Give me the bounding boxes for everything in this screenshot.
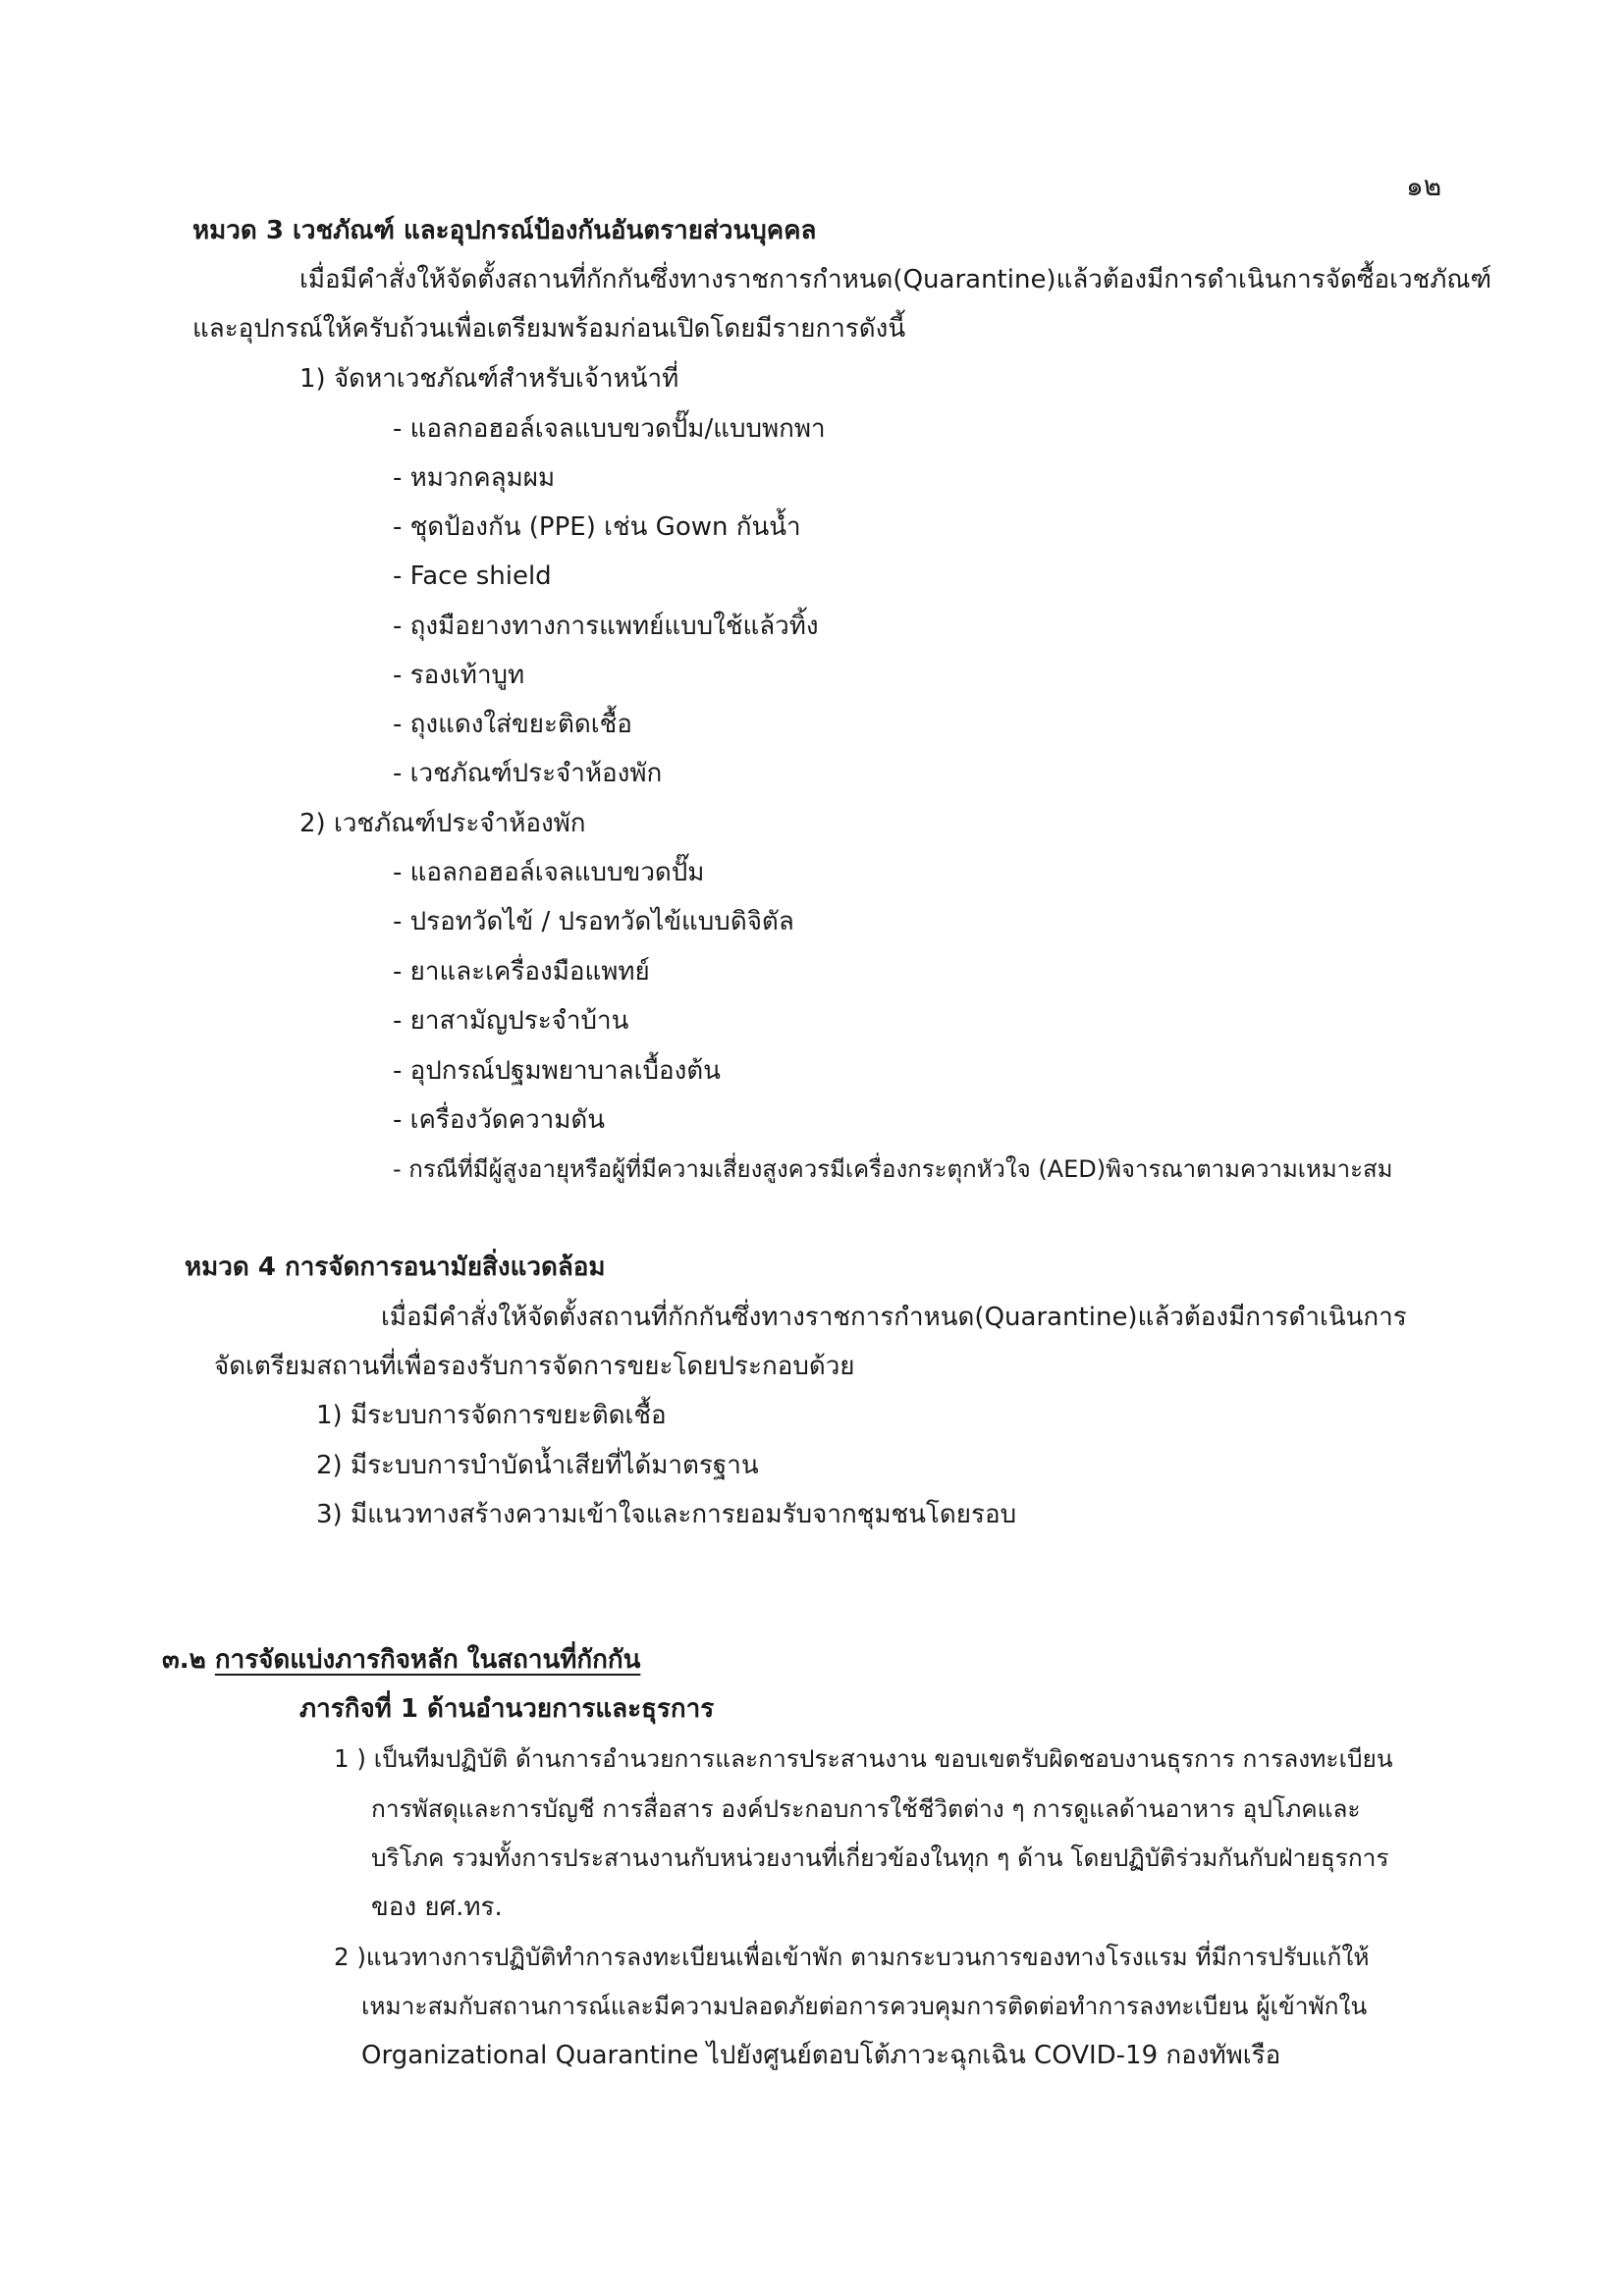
section32-title: การจัดแบ่งภารกิจหลัก ในสถานที่กักกัน [214,1645,641,1675]
section4-intro-line1: เมื่อมีคำสั่งให้จัดตั้งสถานที่กักกันซึ่งทางราชการกำหนด(Quarantine)แล้วต้องมีการดำเนินการ [381,1303,1407,1332]
list-item: - Face shield [393,561,552,591]
mission1-item1-line: บริโภค รวมทั้งการประสานงานกับหน่วยงานที่เกี่ยวข้องในทุก ๆ ด้าน โดยปฏิบัติร่วมกันกับฝ่ายธุรการ [371,1843,1389,1872]
mission1-item1-line: ของ ยศ.ทร. [371,1893,503,1922]
list-item: - ปรอทวัดไข้ / ปรอทวัดไข้แบบดิจิตัล [393,907,794,936]
list-item: - รองเท้าบูท [393,661,525,690]
list-item: - ยาและเครื่องมือแพทย์ [393,957,650,987]
page-number: ๑๒ [1406,170,1442,202]
section4-intro-line2: จัดเตรียมสถานที่เพื่อรองรับการจัดการขยะโดยประกอบด้วย [214,1352,855,1381]
mission1-heading: ภารกิจที่ 1 ด้านอำนวยการและธุรการ [299,1694,715,1724]
mission1-item2-line: Organizational Quarantine ไปยังศูนย์ตอบโต้ภาวะฉุกเฉิน COVID-19 กองทัพเรือ [361,2041,1281,2070]
list-item: - อุปกรณ์ปฐมพยาบาลเบื้องต้น [393,1056,721,1086]
list-item: 2) มีระบบการบำบัดน้ำเสียที่ได้มาตรฐาน [316,1451,759,1480]
list-item: - ถุงมือยางทางการแพทย์แบบใช้แล้วทิ้ง [393,612,819,641]
section3-intro-line1: เมื่อมีคำสั่งให้จัดตั้งสถานที่กักกันซึ่งทางราชการกำหนด(Quarantine)แล้วต้องมีการดำเนินการจัดซื้อเวชภัณฑ์ [299,265,1492,294]
list-item: - ชุดป้องกัน (PPE) เช่น Gown กันน้ำ [393,512,801,542]
section32-heading [162,1642,640,1678]
list-item: - แอลกอฮอล์เจลแบบขวดปั๊ม/แบบพกพา [393,414,826,444]
list-item: - หมวกคลุมผม [393,463,556,493]
mission1-item2-line: เหมาะสมกับสถานการณ์และมีความปลอดภัยต่อการควบคุมการติดต่อทำการลงทะเบียน ผู้เข้าพักใน [361,1992,1368,2020]
mission1-item2-line: 2 )แนวทางการปฏิบัติทำการลงทะเบียนเพื่อเข้าพัก ตามกระบวนการของทางโรงแรม ที่มีการปรับแก้ให้ [334,1943,1370,1971]
list-item: - แอลกอฮอล์เจลแบบขวดปั๊ม [393,858,705,887]
list-item: 3) มีแนวทางสร้างความเข้าใจและการยอมรับจากชุมชนโดยรอบ [316,1500,1017,1529]
list-item: - กรณีที่มีผู้สูงอายุหรือผู้ที่มีความเสี่ยงสูงควรมีเครื่องกระตุกหัวใจ (AED)พิจารณาตามความเหมาะสม [393,1155,1393,1183]
mission1-item1-line: การพัสดุและการบัญชี การสื่อสาร องค์ประกอบการใช้ชีวิตต่าง ๆ การดูแลด้านอาหาร อุปโภคและ [371,1794,1361,1823]
list-item: - ยาสามัญประจำบ้าน [393,1006,629,1036]
list-item: - เครื่องวัดความดัน [393,1105,606,1135]
section3-heading: หมวด 3 เวชภัณฑ์ และอุปกรณ์ป้องกันอันตรายส่วนบุคคล [192,216,817,245]
list-item: 1) มีระบบการจัดการขยะติดเชื้อ [316,1401,667,1430]
section3-intro-line2: และอุปกรณ์ให้ครับถ้วนเพื่อเตรียมพร้อมก่อนเปิดโดยมีรายการดังนี้ [192,314,906,344]
group2-title: 2) เวชภัณฑ์ประจำห้องพัก [299,809,586,838]
list-item: - เวชภัณฑ์ประจำห้องพัก [393,759,663,788]
section4-heading: หมวด 4 การจัดการอนามัยสิ่งแวดล้อม [185,1253,606,1282]
group1-title: 1) จัดหาเวชภัณฑ์สำหรับเจ้าหน้าที่ [299,364,679,394]
list-item: - ถุงแดงใส่ขยะติดเชื้อ [393,710,632,739]
section32-number: ๓.๒ [162,1645,206,1675]
mission1-item1-line: 1 ) เป็นทีมปฏิบัติ ด้านการอำนวยการและการประสานงาน ขอบเขตรับผิดชอบงานธุรการ การลงทะเบียน [334,1744,1393,1773]
